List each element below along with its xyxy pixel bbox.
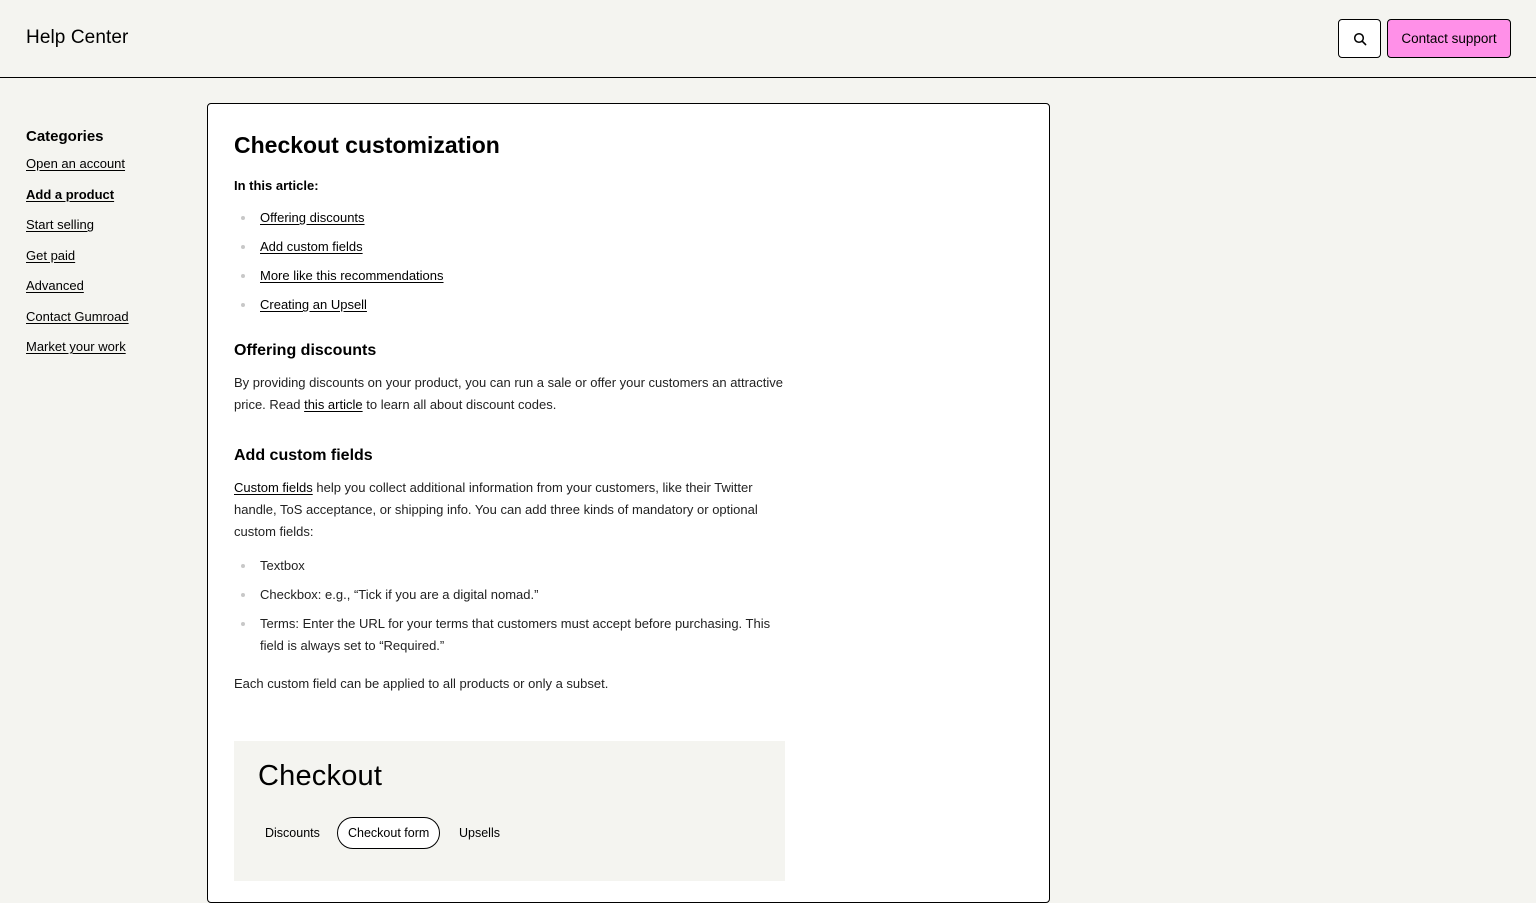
discounts-text-before: By providing discounts on your product, you can run a sale or offer your customers an attractive price. Read [234,375,783,413]
sidebar-item-start-selling[interactable]: Start selling [26,217,94,232]
custom-fields-footer: Each custom field can be applied to all products or only a subset. [234,676,609,692]
section-heading-add-custom-fields: Add custom fields [234,446,373,464]
this-article-link[interactable]: this article [304,397,363,413]
top-header [0,0,1536,78]
checkout-screenshot-preview [234,741,785,881]
sidebar-item-add-product[interactable]: Add a product [26,186,115,202]
sidebar-title: Categories [26,128,104,145]
toc-link-creating-upsell[interactable]: Creating an Upsell [260,297,367,312]
discounts-text-after: to learn all about discount codes. [362,397,557,413]
preview-tab-upsells[interactable]: Upsells [459,826,500,840]
article-card [207,103,1050,903]
search-icon [1353,32,1367,46]
sidebar-item-advanced[interactable]: Advanced [26,278,84,293]
sidebar-item-open-account[interactable]: Open an account [26,156,126,171]
preview-title: Checkout [258,760,383,792]
list-item: Checkbox: e.g., “Tick if you are a digital nomad.” [234,584,785,606]
toc-item [234,236,785,258]
toc-item [234,265,785,287]
preview-tab-discounts[interactable]: Discounts [265,826,320,840]
sidebar-item-get-paid[interactable]: Get paid [26,247,76,263]
section-heading-offering-discounts: Offering discounts [234,342,377,359]
custom-fields-link[interactable]: Custom fields [234,479,313,495]
custom-fields-paragraph [234,477,785,544]
contact-support-button[interactable]: Contact support [1387,19,1511,58]
list-item: Textbox [234,555,785,577]
preview-tab-checkout-form[interactable]: Checkout form [337,817,440,849]
categories-sidebar [26,128,196,368]
list-item: Terms: Enter the URL for your terms that customers must accept before purchasing. This field is always set to “Required.” [234,613,785,657]
toc-label: In this article: [234,178,319,193]
article-title: Checkout customization [234,132,500,158]
toc-link-more-like-this[interactable]: More like this recommendations [260,268,444,283]
toc-item [234,294,785,316]
custom-fields-text: help you collect additional information from your customers, like their Twitter handle, ToS acceptance, or shipping info. You can add three kinds of mandatory or optional custom fields: [234,479,758,540]
table-of-contents [234,207,785,316]
toc-item [234,207,785,229]
sidebar-item-contact-gumroad[interactable]: Contact Gumroad [26,308,129,324]
discounts-paragraph [234,372,785,417]
article-body [234,130,785,724]
custom-field-types-list [234,555,785,657]
toc-link-offering-discounts[interactable]: Offering discounts [260,210,365,225]
help-center-brand[interactable]: Help Center [26,27,129,48]
sidebar-item-market-your-work[interactable]: Market your work [26,339,126,354]
toc-link-add-custom-fields[interactable]: Add custom fields [260,239,363,254]
search-button[interactable] [1338,19,1381,58]
